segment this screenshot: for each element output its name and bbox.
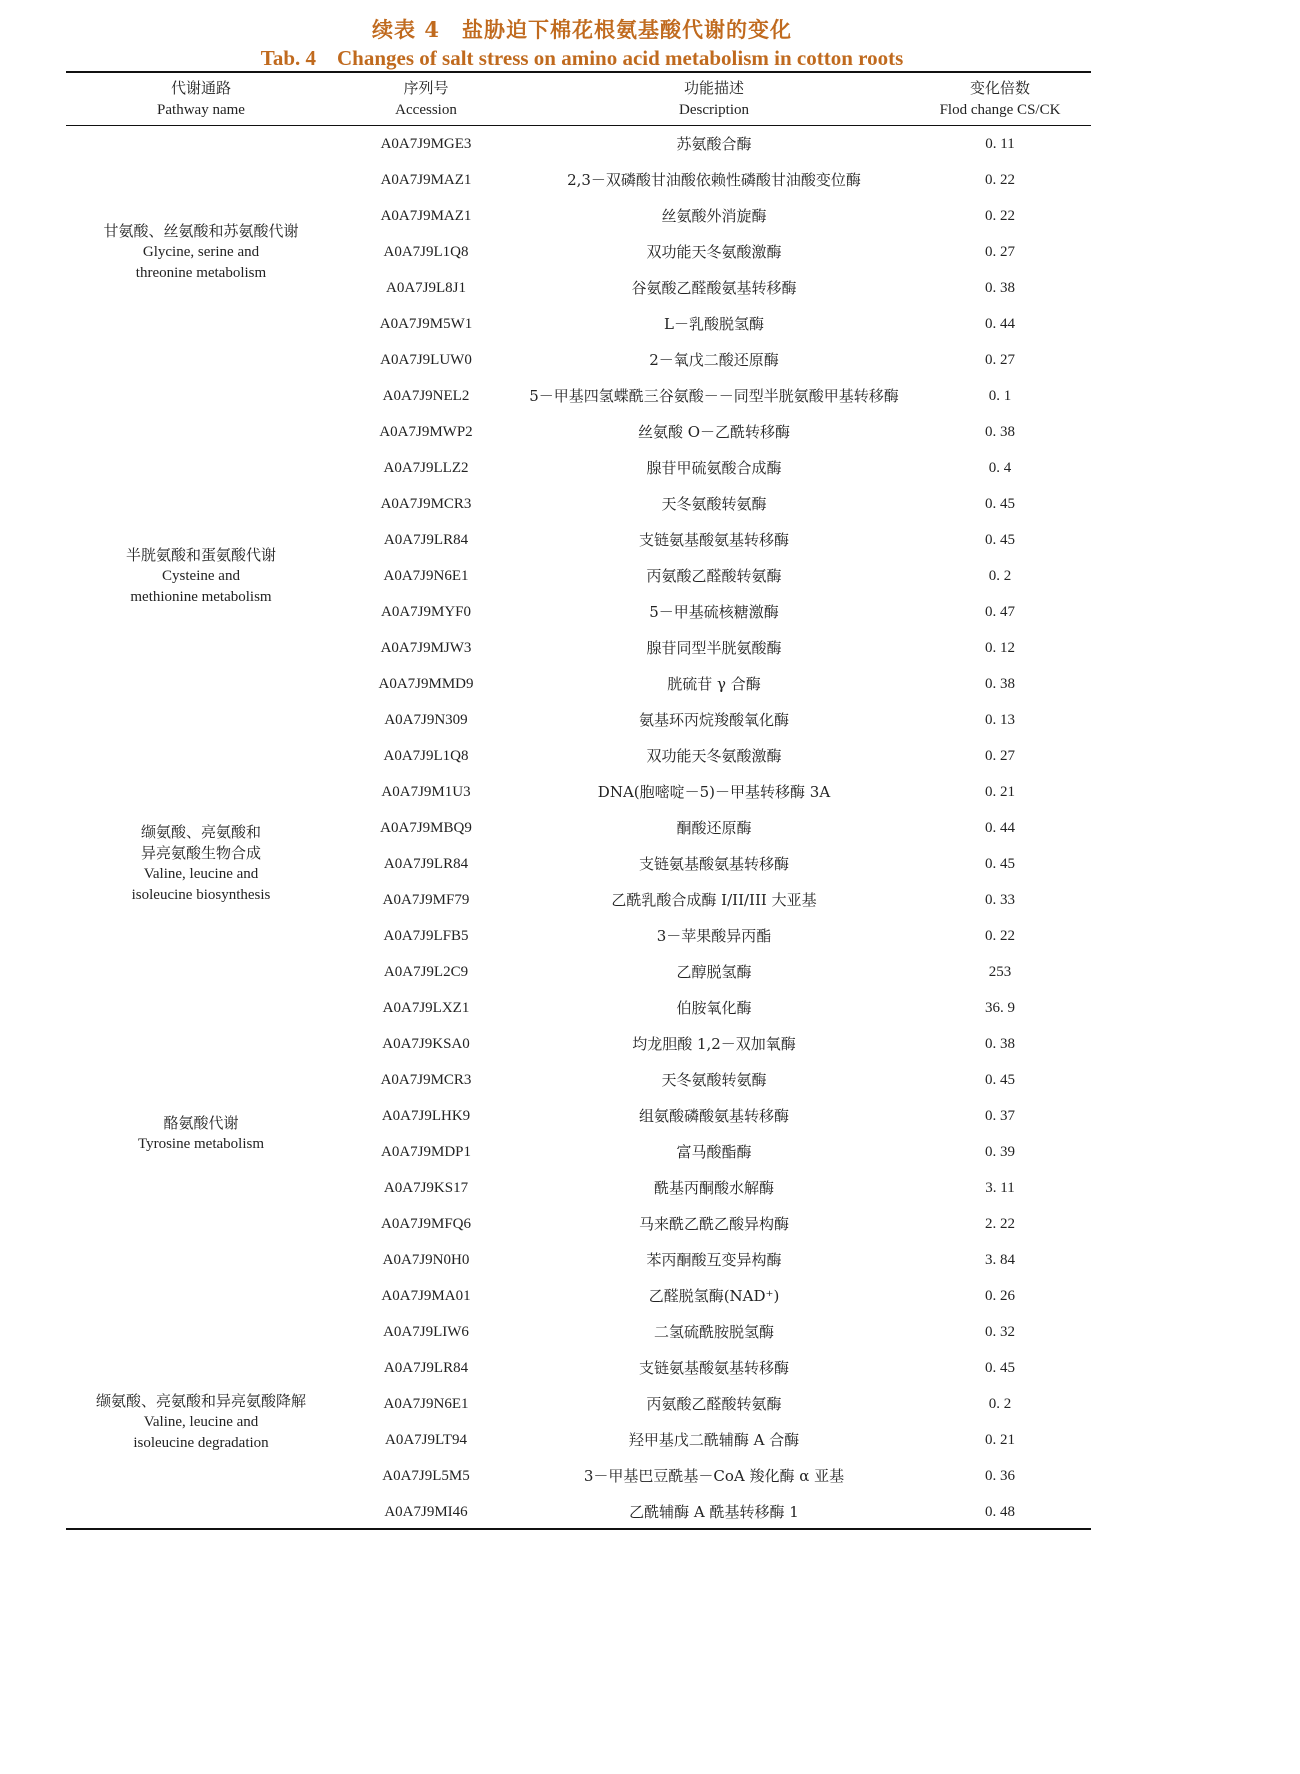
pathway-group-label xyxy=(66,822,336,906)
table-row xyxy=(0,414,1164,450)
fold-change-cell: 0. 39 xyxy=(985,1144,1015,1160)
accession-cell: A0A7J9MF79 xyxy=(382,892,470,908)
description-cell: 天冬氨酸转氨酶 xyxy=(661,495,767,513)
fold-change-cell: 2. 22 xyxy=(985,1216,1015,1232)
description-cell: 二氢硫酰胺脱氢酶 xyxy=(653,1323,774,1341)
accession-cell: A0A7J9M5W1 xyxy=(379,316,473,332)
accession-cell: A0A7J9MYF0 xyxy=(380,604,471,620)
table-row xyxy=(0,306,1164,342)
header-description-cn: 功能描述 xyxy=(683,79,744,97)
accession-cell: A0A7J9LLZ2 xyxy=(383,460,469,476)
fold-change-cell: 0. 47 xyxy=(985,604,1015,620)
description-cell: 丝氨酸外消旋酶 xyxy=(661,207,767,225)
header-fold-change xyxy=(910,77,1090,121)
accession-cell: A0A7J9L1Q8 xyxy=(383,748,469,764)
pathway-group-label xyxy=(66,221,336,284)
description-cell: 丝氨酸 O－乙酰转移酶 xyxy=(637,423,791,441)
accession-cell: A0A7J9MCR3 xyxy=(380,496,472,512)
table-row xyxy=(0,486,1164,522)
accession-cell: A0A7J9LFB5 xyxy=(383,928,469,944)
accession-cell: A0A7J9LR84 xyxy=(383,856,469,872)
fold-change-cell: 0. 37 xyxy=(985,1108,1015,1124)
header-pathway-en: Pathway name xyxy=(157,102,245,118)
fold-change-cell: 0. 21 xyxy=(985,784,1015,800)
pathway-group-label xyxy=(66,1391,336,1454)
description-cell: 双功能天冬氨酸激酶 xyxy=(646,243,782,261)
table-row xyxy=(0,378,1164,414)
accession-cell: A0A7J9N0H0 xyxy=(382,1252,470,1268)
pathway-label-line: Valine, leucine and xyxy=(143,1414,259,1430)
description-cell: 5－甲基硫核糖激酶 xyxy=(649,603,779,621)
description-cell: 苯丙酮酸互变异构酶 xyxy=(646,1251,782,1269)
description-cell: 支链氨基酸氨基转移酶 xyxy=(638,1359,789,1377)
description-cell: 天冬氨酸转氨酶 xyxy=(661,1071,767,1089)
description-cell: 支链氨基酸氨基转移酶 xyxy=(638,531,789,549)
description-cell: 胱硫苷 γ 合酶 xyxy=(667,675,761,693)
table-row xyxy=(0,990,1164,1026)
table-row xyxy=(0,162,1164,198)
fold-change-cell: 0. 12 xyxy=(985,640,1015,656)
accession-cell: A0A7J9MWP2 xyxy=(379,424,473,440)
header-pathway-cn: 代谢通路 xyxy=(170,79,231,97)
fold-change-cell: 3. 11 xyxy=(985,1180,1015,1196)
accession-cell: A0A7J9LXZ1 xyxy=(382,1000,470,1016)
table-row xyxy=(0,1062,1164,1098)
accession-cell: A0A7J9L5M5 xyxy=(382,1468,470,1484)
accession-cell: A0A7J9MBQ9 xyxy=(380,820,472,836)
fold-change-cell: 3. 84 xyxy=(985,1252,1015,1268)
description-cell: 腺苷甲硫氨酸合成酶 xyxy=(646,459,782,477)
fold-change-cell: 0. 45 xyxy=(985,532,1015,548)
accession-cell: A0A7J9MMD9 xyxy=(378,676,474,692)
table-row xyxy=(0,1350,1164,1386)
fold-change-cell: 0. 45 xyxy=(985,856,1015,872)
pathway-label-line: Cysteine and xyxy=(162,568,240,584)
accession-cell: A0A7J9MGE3 xyxy=(380,136,472,152)
header-description xyxy=(476,77,952,121)
fold-change-cell: 0. 22 xyxy=(985,928,1015,944)
table-row xyxy=(0,1170,1164,1206)
fold-change-cell: 0. 26 xyxy=(985,1288,1015,1304)
table-row xyxy=(0,1458,1164,1494)
description-cell: 酮酸还原酶 xyxy=(676,819,752,837)
fold-change-cell: 0. 21 xyxy=(985,1432,1015,1448)
accession-cell: A0A7J9MAZ1 xyxy=(380,208,472,224)
table-row xyxy=(0,918,1164,954)
description-cell: 苏氨酸合酶 xyxy=(676,135,752,153)
accession-cell: A0A7J9MJW3 xyxy=(380,640,472,656)
header-description-en: Description xyxy=(679,102,749,118)
description-cell: 3－苹果酸异丙酯 xyxy=(656,927,772,945)
table-row xyxy=(0,1206,1164,1242)
fold-change-cell: 0. 48 xyxy=(985,1504,1015,1520)
pathway-label-line: 半胱氨酸和蛋氨酸代谢 xyxy=(125,546,276,564)
accession-cell: A0A7J9MDP1 xyxy=(380,1144,471,1160)
accession-cell: A0A7J9MCR3 xyxy=(380,1072,472,1088)
fold-change-cell: 36. 9 xyxy=(985,1000,1015,1016)
fold-change-cell: 253 xyxy=(988,964,1012,980)
table-row xyxy=(0,774,1164,810)
header-fold-en: Flod change CS/CK xyxy=(939,102,1061,118)
pathway-group-label xyxy=(66,545,336,608)
description-cell: 组氨酸磷酸氨基转移酶 xyxy=(638,1107,789,1125)
header-accession-en: Accession xyxy=(395,102,457,118)
table-row xyxy=(0,1026,1164,1062)
accession-cell: A0A7J9MA01 xyxy=(381,1288,471,1304)
description-cell: 均龙胆酸 1,2－双加氧酶 xyxy=(632,1035,796,1053)
fold-change-cell: 0. 33 xyxy=(985,892,1015,908)
description-cell: 乙酰辅酶 A 酰基转移酶 1 xyxy=(629,1503,799,1521)
description-cell: 乙酰乳酸合成酶 I/II/III 大亚基 xyxy=(611,891,817,909)
description-cell: 双功能天冬氨酸激酶 xyxy=(646,747,782,765)
fold-change-cell: 0. 27 xyxy=(985,352,1015,368)
accession-cell: A0A7J9KSA0 xyxy=(382,1036,470,1052)
pathway-label-line: 缬氨酸、亮氨酸和异亮氨酸降解 xyxy=(95,1392,306,1410)
fold-change-cell: 0. 38 xyxy=(985,280,1015,296)
accession-cell: A0A7J9M1U3 xyxy=(381,784,471,800)
pathway-label-line: 异亮氨酸生物合成 xyxy=(140,844,261,862)
accession-cell: A0A7J9N309 xyxy=(384,712,468,728)
pathway-label-line: isoleucine degradation xyxy=(133,1435,269,1451)
description-cell: 2,3－双磷酸甘油酸依赖性磷酸甘油酸变位酶 xyxy=(567,171,861,189)
description-cell: 富马酸酯酶 xyxy=(676,1143,752,1161)
bottom-rule xyxy=(66,1528,1091,1530)
accession-cell: A0A7J9MFQ6 xyxy=(380,1216,471,1232)
table-row xyxy=(0,954,1164,990)
description-cell: 酰基丙酮酸水解酶 xyxy=(653,1179,774,1197)
description-cell: 乙醛脱氢酶(NAD⁺) xyxy=(648,1287,780,1305)
table-row xyxy=(0,1494,1164,1530)
accession-cell: A0A7J9LT94 xyxy=(385,1432,467,1448)
accession-cell: A0A7J9LR84 xyxy=(383,532,469,548)
fold-change-cell: 0. 38 xyxy=(985,424,1015,440)
fold-change-cell: 0. 27 xyxy=(985,748,1015,764)
header-fold-cn: 变化倍数 xyxy=(969,79,1030,97)
accession-cell: A0A7J9LR84 xyxy=(383,1360,469,1376)
header-accession-cn: 序列号 xyxy=(403,79,449,97)
fold-change-cell: 0. 38 xyxy=(985,676,1015,692)
top-rule xyxy=(66,71,1091,73)
accession-cell: A0A7J9N6E1 xyxy=(383,1396,469,1412)
fold-change-cell: 0. 13 xyxy=(985,712,1015,728)
pathway-group-label xyxy=(66,1113,336,1155)
description-cell: 羟甲基戊二酰辅酶 A 合酶 xyxy=(628,1431,800,1449)
accession-cell: A0A7J9NEL2 xyxy=(382,388,470,404)
accession-cell: A0A7J9LIW6 xyxy=(383,1324,469,1340)
table-row xyxy=(0,630,1164,666)
pathway-label-line: 甘氨酸、丝氨酸和苏氨酸代谢 xyxy=(103,222,299,240)
table-row xyxy=(0,1278,1164,1314)
description-cell: L－乳酸脱氢酶 xyxy=(664,315,764,333)
fold-change-cell: 0. 45 xyxy=(985,496,1015,512)
pathway-label-line: threonine metabolism xyxy=(135,265,267,281)
table-title-cn: 续表 4 盐胁迫下棉花根氨基酸代谢的变化 xyxy=(372,17,792,42)
table-row xyxy=(0,1314,1164,1350)
pathway-label-line: 缬氨酸、亮氨酸和 xyxy=(140,823,261,841)
fold-change-cell: 0. 1 xyxy=(988,388,1012,404)
description-cell: 3－甲基巴豆酰基－CoA 羧化酶 α 亚基 xyxy=(583,1467,845,1485)
table-row xyxy=(0,126,1164,162)
accession-cell: A0A7J9L8J1 xyxy=(385,280,466,296)
pathway-label-line: Tyrosine metabolism xyxy=(137,1136,264,1152)
description-cell: 谷氨酸乙醛酸氨基转移酶 xyxy=(631,279,797,297)
fold-change-cell: 0. 45 xyxy=(985,1360,1015,1376)
table-row xyxy=(0,342,1164,378)
accession-cell: A0A7J9KS17 xyxy=(383,1180,469,1196)
fold-change-cell: 0. 2 xyxy=(988,1396,1012,1412)
table-row xyxy=(0,738,1164,774)
description-cell: 腺苷同型半胱氨酸酶 xyxy=(646,639,782,657)
accession-cell: A0A7J9N6E1 xyxy=(383,568,469,584)
pathway-label-line: isoleucine biosynthesis xyxy=(131,887,271,903)
description-cell: 丙氨酸乙醛酸转氨酶 xyxy=(646,567,782,585)
fold-change-cell: 0. 11 xyxy=(985,136,1015,152)
fold-change-cell: 0. 44 xyxy=(985,820,1015,836)
fold-change-cell: 0. 44 xyxy=(985,316,1015,332)
table-row xyxy=(0,666,1164,702)
description-cell: 乙醇脱氢酶 xyxy=(676,963,752,981)
table-row xyxy=(0,450,1164,486)
accession-cell: A0A7J9MAZ1 xyxy=(380,172,472,188)
fold-change-cell: 0. 4 xyxy=(988,460,1012,476)
description-cell: 伯胺氧化酶 xyxy=(676,999,752,1017)
accession-cell: A0A7J9MI46 xyxy=(384,1504,468,1520)
pathway-label-line: methionine metabolism xyxy=(130,589,272,605)
pathway-label-line: 酪氨酸代谢 xyxy=(163,1114,239,1132)
fold-change-cell: 0. 22 xyxy=(985,172,1015,188)
accession-cell: A0A7J9LHK9 xyxy=(381,1108,471,1124)
table-row xyxy=(0,702,1164,738)
accession-cell: A0A7J9LUW0 xyxy=(380,352,472,368)
header-pathway xyxy=(66,77,336,121)
accession-cell: A0A7J9L1Q8 xyxy=(383,244,469,260)
description-cell: 氨基环丙烷羧酸氧化酶 xyxy=(638,711,789,729)
fold-change-cell: 0. 38 xyxy=(985,1036,1015,1052)
pathway-label-line: Valine, leucine and xyxy=(143,866,259,882)
fold-change-cell: 0. 45 xyxy=(985,1072,1015,1088)
description-cell: 2－氧戊二酸还原酶 xyxy=(649,351,779,369)
table-title-en: Tab. 4 Changes of salt stress on amino acid metabolism in cotton roots xyxy=(260,46,904,70)
fold-change-cell: 0. 27 xyxy=(985,244,1015,260)
fold-change-cell: 0. 32 xyxy=(985,1324,1015,1340)
description-cell: 5－甲基四氢蝶酰三谷氨酸－－同型半胱氨酸甲基转移酶 xyxy=(529,387,899,405)
description-cell: DNA(胞嘧啶－5)－甲基转移酶 3A xyxy=(597,783,831,801)
fold-change-cell: 0. 2 xyxy=(988,568,1012,584)
accession-cell: A0A7J9L2C9 xyxy=(383,964,469,980)
fold-change-cell: 0. 22 xyxy=(985,208,1015,224)
pathway-label-line: Glycine, serine and xyxy=(142,244,260,260)
fold-change-cell: 0. 36 xyxy=(985,1468,1015,1484)
description-cell: 丙氨酸乙醛酸转氨酶 xyxy=(646,1395,782,1413)
table-row xyxy=(0,1242,1164,1278)
description-cell: 支链氨基酸氨基转移酶 xyxy=(638,855,789,873)
description-cell: 马来酰乙酰乙酸异构酶 xyxy=(638,1215,789,1233)
